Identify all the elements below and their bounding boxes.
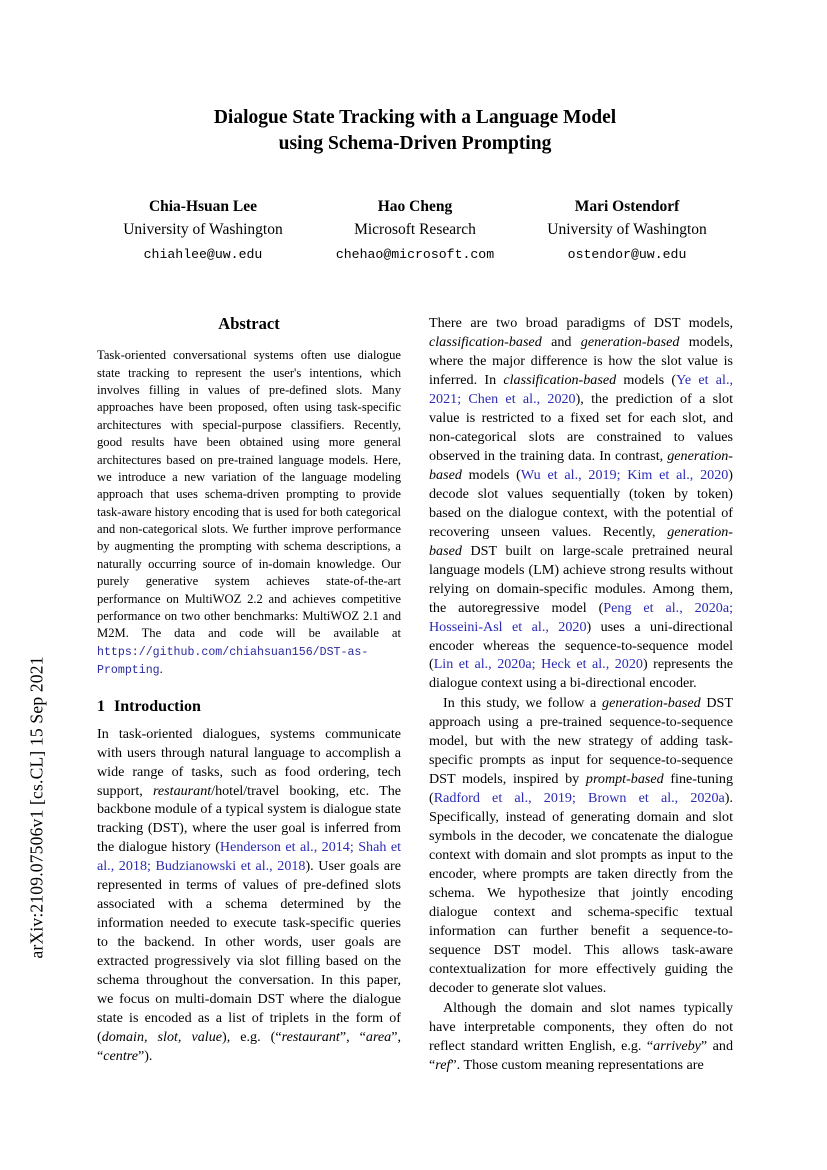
abstract-body	[97, 347, 401, 678]
author-email[interactable]: ostendor@uw.edu	[567, 246, 687, 262]
paragraph-intro-1: In task-oriented dialogues, systems communicate with users through natural language to accomplish a wide range of tasks, such as food ordering, tech support, restaurant/hotel/travel booking, etc. The backbone module of a typical system is dialogue state tracking (DST), where the user goal is inferred from the dialogue history (Henderson et al., 2014; Shah et al., 2018; Budzianowski et al., 2018). User goals are represented in terms of values of pre-defined slots associated with a schema determined by the information needed to execute task-specific queries to the backend. In other words, user goals are extracted progressively via slot filling based on the schema throughout the conversation. In this paper, we focus on multi-domain DST where the dialogue state is encoded as a list of triplets in the form of (domain, slot, value), e.g. (“restaurant”, “area”, “centre”).	[97, 725, 402, 1064]
body-columns	[97, 314, 733, 1075]
emphasis: area	[365, 1028, 392, 1045]
emphasis: domain, slot, value	[101, 1028, 222, 1045]
author-affiliation: Microsoft Research	[354, 220, 476, 238]
emphasis: classification-based	[429, 334, 542, 351]
abstract-text-tail: .	[159, 661, 163, 676]
right-column	[429, 314, 733, 1075]
title-line-1: Dialogue State Tracking with a Language Model	[213, 107, 617, 128]
citation[interactable]: Henderson et al., 2014; Shah et al., 2018; Budzianowski et al., 2018	[97, 839, 401, 875]
emphasis: generation-based	[580, 334, 680, 351]
author-name: Chia-Hsuan Lee	[148, 197, 258, 215]
citation[interactable]: Wu et al., 2019; Kim et al., 2020	[520, 466, 729, 483]
author-name: Hao Cheng	[377, 197, 453, 215]
arxiv-stamp: arXiv:2109.07506v1 [cs.CL] 15 Sep 2021	[26, 656, 47, 959]
left-column	[97, 314, 401, 1075]
paragraph-right-1: There are two broad paradigms of DST models, classification-based and generation-based models, where the major difference is how the slot value is inferred. In classification-based models (Ye et al., 2021; Chen et al., 2020), the prediction of a slot value is restricted to a fixed set for each slot, and non-categorical slots are constrained to values observed in the training data. In contrast, generation-based models (Wu et al., 2019; Kim et al., 2020) decode slot values sequentially (token by token) based on the dialogue context, with the potential of recovering unseen values. Recently, generation-based DST built on large-scale pretrained neural language models (LM) achieve strong results without relying on domain-specific modules. Among them, the autoregressive model (Peng et al., 2020a; Hosseini-Asl et al., 2020) uses a uni-directional encoder whereas the sequence-to-sequence model (Lin et al., 2020a; Heck et al., 2020) represents the dialogue context using a bi-directional encoder.	[429, 315, 734, 692]
section-number: 1	[97, 697, 105, 715]
author-list	[97, 195, 733, 267]
citation[interactable]: Lin et al., 2020a; Heck et al., 2020	[433, 656, 643, 673]
emphasis: generation-based	[429, 523, 733, 559]
emphasis: arriveby	[653, 1037, 701, 1054]
author-email[interactable]: chiahlee@uw.edu	[143, 246, 263, 262]
author-entry	[521, 195, 733, 267]
abstract-text: Task-oriented conversational systems often use dialogue state tracking to represent the user's intentions, which involves filling in values of pre-defined slots. Many approaches have been proposed, often using task-specific architectures with special-purpose classifiers. Recently, good results have been obtained using more general architectures based on pre-trained language models. Here, we introduce a new variation of the language modeling approach that uses schema-driven prompting to provide task-aware history encoding that is used for both categorical and non-categorical slots. We further improve performance by augmenting the prompting with schema descriptions, a naturally occurring source of in-domain knowledge. Our purely generative system achieves state-of-the-art performance on MultiWOZ 2.2 and achieves competitive performance on two other benchmarks: MultiWOZ 2.1 and M2M. The data and code will be available at	[97, 348, 401, 641]
author-affiliation: University of Washington	[123, 220, 283, 238]
author-affiliation: University of Washington	[547, 220, 707, 238]
emphasis: restaurant	[152, 782, 212, 799]
emphasis: classification-based	[503, 372, 617, 389]
emphasis: generation-based	[602, 695, 701, 712]
author-name: Mari Ostendorf	[574, 197, 680, 215]
citation[interactable]: Radford et al., 2019; Brown et al., 2020a	[433, 790, 725, 807]
section-heading-introduction	[97, 698, 401, 716]
citation[interactable]: Peng et al., 2020a; Hosseini-Asl et al., 2020	[429, 599, 733, 635]
emphasis: centre	[103, 1047, 138, 1064]
abstract-code-link[interactable]: https://github.com/chiahsuan156/DST-as-Prompting	[97, 645, 369, 677]
paragraph-right-3: Although the domain and slot names typically have interpretable components, they often do not reflect standard written English, e.g. “arriveby” and “ref”. Those custom meaning representations are	[429, 999, 733, 1073]
emphasis: ref	[435, 1056, 451, 1073]
paper-title	[97, 105, 733, 158]
emphasis: prompt-based	[585, 771, 664, 788]
author-entry	[309, 195, 521, 267]
emphasis: restaurant	[281, 1028, 340, 1045]
abstract-heading: Abstract	[218, 314, 280, 334]
emphasis: generation-based	[429, 448, 733, 483]
paragraph-right-2: In this study, we follow a generation-based DST approach using a pre-trained sequence-to-sequence model, but with the new strategy of adding task-specific prompts as input for sequence-to-sequence DST models, inspired by prompt-based fine-tuning (Radford et al., 2019; Brown et al., 2020a). Specifically, instead of generating domain and slot symbols in the decoder, we concatenate the dialogue context with domain and slot prompts as input to the encoder, where prompts are taken directly from the schema. We hypothesize that jointly encoding dialogue context and schema-specific textual information can further benefit a sequence-to-sequence DST model. This allows task-aware contextualization for more effectively guiding the decoder to generate slot values.	[429, 695, 733, 996]
section-title: Introduction	[114, 697, 201, 715]
paper-content	[97, 0, 733, 1170]
title-line-2: using Schema-Driven Prompting	[278, 133, 552, 155]
author-entry	[97, 195, 309, 267]
author-email[interactable]: chehao@microsoft.com	[335, 246, 495, 262]
citation[interactable]: Ye et al., 2021; Chen et al., 2020	[429, 372, 733, 408]
